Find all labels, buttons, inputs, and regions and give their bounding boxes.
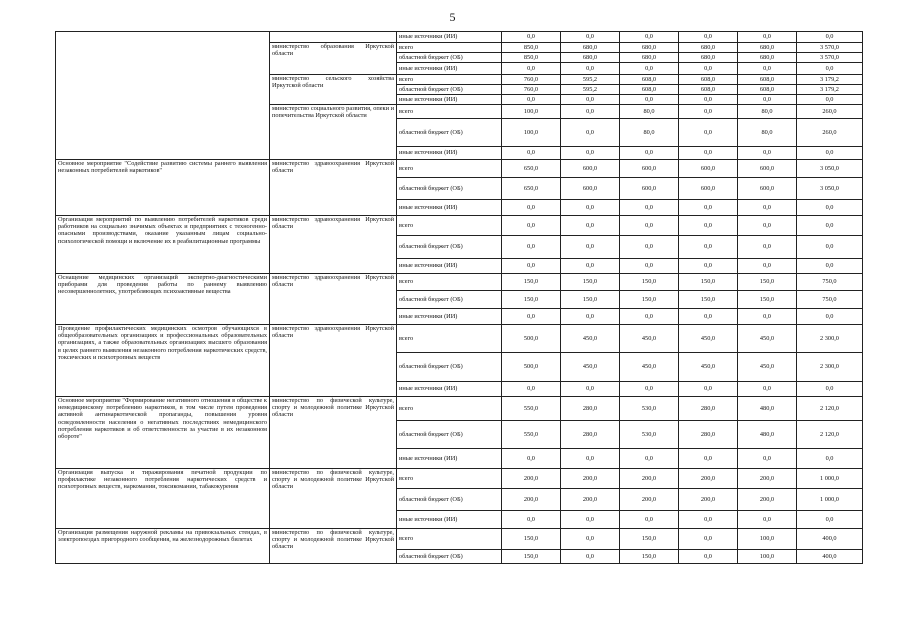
year-value-cell: 850,0 — [502, 43, 561, 53]
year-value-cell: 100,0 — [738, 550, 797, 564]
year-value-cell: 450,0 — [620, 353, 679, 382]
responsible-cell: министерство социального развития, опеки и попечительства Иркутской области — [270, 105, 397, 160]
year-value-cell: 608,0 — [620, 75, 679, 85]
total-value-cell: 0,0 — [797, 147, 863, 160]
responsible-cell: министерство здравоохранения Иркутской области — [270, 216, 397, 274]
year-value-cell: 0,0 — [679, 236, 738, 259]
event-cell: Основное мероприятие "Формирование негативного отношения в обществе к немедицинскому потреблению наркотиков, в том числе путем проведения активной антинаркотической пропаганды, повышения уровня осведомленности населения о негативных последствиях немедицинского потребления наркотиков и об ответственности за участие в их незаконном обороте" — [56, 397, 270, 469]
year-value-cell: 150,0 — [620, 529, 679, 550]
year-value-cell: 0,0 — [679, 511, 738, 529]
year-value-cell: 680,0 — [620, 43, 679, 53]
responsible-cell: министерство по физической культуре, спорту и молодежной политике Иркутской области — [270, 529, 397, 564]
year-value-cell: 680,0 — [561, 43, 620, 53]
funding-source-cell: всего — [397, 469, 502, 489]
year-value-cell: 0,0 — [679, 309, 738, 325]
year-value-cell: 150,0 — [502, 550, 561, 564]
year-value-cell: 450,0 — [679, 353, 738, 382]
total-value-cell: 260,0 — [797, 119, 863, 147]
year-value-cell: 550,0 — [502, 421, 561, 449]
year-value-cell: 450,0 — [561, 353, 620, 382]
year-value-cell: 0,0 — [738, 32, 797, 43]
funding-source-cell: иные источники (ИИ) — [397, 95, 502, 105]
funding-source-cell: иные источники (ИИ) — [397, 259, 502, 274]
funding-source-cell: иные источники (ИИ) — [397, 449, 502, 469]
year-value-cell: 280,0 — [679, 421, 738, 449]
year-value-cell: 0,0 — [679, 32, 738, 43]
funding-source-cell: всего — [397, 75, 502, 85]
responsible-cell: министерство здравоохранения Иркутской области — [270, 325, 397, 397]
total-value-cell: 400,0 — [797, 550, 863, 564]
year-value-cell: 150,0 — [561, 291, 620, 309]
year-value-cell: 0,0 — [502, 200, 561, 216]
year-value-cell: 0,0 — [679, 529, 738, 550]
funding-source-cell: областной бюджет (ОБ) — [397, 421, 502, 449]
total-value-cell: 0,0 — [797, 309, 863, 325]
year-value-cell: 680,0 — [738, 53, 797, 63]
year-value-cell: 0,0 — [738, 382, 797, 397]
year-value-cell: 0,0 — [561, 550, 620, 564]
year-value-cell: 0,0 — [620, 511, 679, 529]
year-value-cell: 595,2 — [561, 85, 620, 95]
total-value-cell: 0,0 — [797, 236, 863, 259]
total-value-cell: 2 120,0 — [797, 421, 863, 449]
year-value-cell: 200,0 — [620, 469, 679, 489]
year-value-cell: 608,0 — [679, 85, 738, 95]
year-value-cell: 280,0 — [561, 397, 620, 421]
funding-source-cell: всего — [397, 397, 502, 421]
funding-source-cell: областной бюджет (ОБ) — [397, 53, 502, 63]
event-cell — [56, 32, 270, 160]
year-value-cell: 480,0 — [738, 421, 797, 449]
year-value-cell: 0,0 — [561, 147, 620, 160]
year-value-cell: 0,0 — [561, 105, 620, 119]
year-value-cell: 600,0 — [620, 160, 679, 178]
total-value-cell: 0,0 — [797, 511, 863, 529]
responsible-cell: министерство сельского хозяйства Иркутской области — [270, 75, 397, 105]
total-value-cell: 0,0 — [797, 382, 863, 397]
year-value-cell: 150,0 — [679, 274, 738, 291]
year-value-cell: 0,0 — [738, 95, 797, 105]
table-row — [56, 469, 863, 489]
year-value-cell: 0,0 — [620, 216, 679, 236]
year-value-cell: 200,0 — [738, 489, 797, 511]
year-value-cell: 0,0 — [738, 449, 797, 469]
year-value-cell: 150,0 — [620, 550, 679, 564]
year-value-cell: 600,0 — [620, 178, 679, 200]
funding-source-cell: иные источники (ИИ) — [397, 309, 502, 325]
year-value-cell: 0,0 — [620, 309, 679, 325]
year-value-cell: 150,0 — [561, 274, 620, 291]
total-value-cell: 3 179,2 — [797, 85, 863, 95]
year-value-cell: 600,0 — [679, 178, 738, 200]
year-value-cell: 0,0 — [679, 105, 738, 119]
year-value-cell: 0,0 — [502, 511, 561, 529]
year-value-cell: 0,0 — [679, 63, 738, 75]
year-value-cell: 150,0 — [738, 274, 797, 291]
year-value-cell: 80,0 — [620, 105, 679, 119]
year-value-cell: 0,0 — [738, 216, 797, 236]
funding-source-cell: областной бюджет (ОБ) — [397, 236, 502, 259]
year-value-cell: 595,2 — [561, 75, 620, 85]
funding-source-cell: иные источники (ИИ) — [397, 200, 502, 216]
event-cell: Проведение профилактических медицинских осмотров обучающихся в общеобразовательных организациях и профессиональных образовательных организациях, а также образовательных организациях высшего образования в целях раннего выявления незаконного потребления наркотических средств, токсических и психотропных веществ — [56, 325, 270, 397]
year-value-cell: 600,0 — [738, 178, 797, 200]
year-value-cell: 0,0 — [561, 63, 620, 75]
year-value-cell: 600,0 — [561, 178, 620, 200]
year-value-cell: 760,0 — [502, 85, 561, 95]
year-value-cell: 680,0 — [561, 53, 620, 63]
year-value-cell: 0,0 — [679, 147, 738, 160]
responsible-cell: министерство здравоохранения Иркутской области — [270, 274, 397, 325]
table-row — [56, 397, 863, 421]
total-value-cell: 2 300,0 — [797, 325, 863, 353]
year-value-cell: 0,0 — [620, 200, 679, 216]
year-value-cell: 0,0 — [502, 236, 561, 259]
funding-source-cell: областной бюджет (ОБ) — [397, 489, 502, 511]
year-value-cell: 0,0 — [502, 95, 561, 105]
year-value-cell: 200,0 — [502, 489, 561, 511]
funding-source-cell: иные источники (ИИ) — [397, 147, 502, 160]
funding-source-cell: областной бюджет (ОБ) — [397, 550, 502, 564]
total-value-cell: 1 000,0 — [797, 489, 863, 511]
year-value-cell: 680,0 — [620, 53, 679, 63]
year-value-cell: 0,0 — [502, 63, 561, 75]
year-value-cell: 0,0 — [738, 63, 797, 75]
year-value-cell: 200,0 — [679, 469, 738, 489]
year-value-cell: 0,0 — [738, 147, 797, 160]
total-value-cell: 0,0 — [797, 216, 863, 236]
table-row — [56, 274, 863, 291]
year-value-cell: 0,0 — [561, 382, 620, 397]
year-value-cell: 0,0 — [502, 32, 561, 43]
year-value-cell: 150,0 — [502, 529, 561, 550]
year-value-cell: 450,0 — [679, 325, 738, 353]
year-value-cell: 450,0 — [738, 353, 797, 382]
year-value-cell: 680,0 — [738, 43, 797, 53]
funding-source-cell: всего — [397, 529, 502, 550]
year-value-cell: 600,0 — [679, 160, 738, 178]
responsible-cell: министерство по физической культуре, спорту и молодежной политике Иркутской области — [270, 397, 397, 469]
year-value-cell: 0,0 — [561, 32, 620, 43]
year-value-cell: 608,0 — [738, 85, 797, 95]
table-row — [56, 32, 863, 43]
year-value-cell: 0,0 — [620, 147, 679, 160]
year-value-cell: 680,0 — [679, 43, 738, 53]
table-row — [56, 216, 863, 236]
funding-source-cell: областной бюджет (ОБ) — [397, 353, 502, 382]
year-value-cell: 150,0 — [679, 291, 738, 309]
year-value-cell: 200,0 — [561, 489, 620, 511]
funding-source-cell: иные источники (ИИ) — [397, 32, 502, 43]
year-value-cell: 200,0 — [679, 489, 738, 511]
funding-source-cell: иные источники (ИИ) — [397, 63, 502, 75]
total-value-cell: 0,0 — [797, 63, 863, 75]
budget-table — [55, 31, 863, 564]
year-value-cell: 0,0 — [502, 259, 561, 274]
year-value-cell: 600,0 — [561, 160, 620, 178]
year-value-cell: 150,0 — [738, 291, 797, 309]
year-value-cell: 150,0 — [502, 291, 561, 309]
total-value-cell: 0,0 — [797, 449, 863, 469]
event-cell: Основное мероприятие "Содействие развитию системы раннего выявления незаконных потребителей наркотиков" — [56, 160, 270, 216]
year-value-cell: 0,0 — [679, 119, 738, 147]
year-value-cell: 0,0 — [679, 550, 738, 564]
year-value-cell: 450,0 — [738, 325, 797, 353]
year-value-cell: 500,0 — [502, 353, 561, 382]
total-value-cell: 750,0 — [797, 291, 863, 309]
year-value-cell: 0,0 — [561, 259, 620, 274]
year-value-cell: 0,0 — [561, 119, 620, 147]
year-value-cell: 80,0 — [620, 119, 679, 147]
year-value-cell: 450,0 — [561, 325, 620, 353]
year-value-cell: 0,0 — [738, 200, 797, 216]
total-value-cell: 3 050,0 — [797, 160, 863, 178]
year-value-cell: 150,0 — [502, 274, 561, 291]
total-value-cell: 2 300,0 — [797, 353, 863, 382]
year-value-cell: 200,0 — [738, 469, 797, 489]
year-value-cell: 0,0 — [561, 309, 620, 325]
year-value-cell: 760,0 — [502, 75, 561, 85]
year-value-cell: 0,0 — [738, 309, 797, 325]
year-value-cell: 608,0 — [620, 85, 679, 95]
year-value-cell: 0,0 — [679, 95, 738, 105]
year-value-cell: 80,0 — [738, 119, 797, 147]
responsible-cell: министерство здравоохранения Иркутской области — [270, 160, 397, 216]
year-value-cell: 0,0 — [502, 382, 561, 397]
year-value-cell: 280,0 — [561, 421, 620, 449]
table-row — [56, 160, 863, 178]
total-value-cell: 3 050,0 — [797, 178, 863, 200]
year-value-cell: 200,0 — [620, 489, 679, 511]
year-value-cell: 0,0 — [679, 449, 738, 469]
year-value-cell: 550,0 — [502, 397, 561, 421]
total-value-cell: 3 570,0 — [797, 53, 863, 63]
event-cell: Организация размещения наружной рекламы на привокзальных стендах, в электропоездах пригородного сообщения, на железнодорожных билетах — [56, 529, 270, 564]
year-value-cell: 608,0 — [738, 75, 797, 85]
year-value-cell: 0,0 — [620, 382, 679, 397]
year-value-cell: 280,0 — [679, 397, 738, 421]
year-value-cell: 200,0 — [502, 469, 561, 489]
year-value-cell: 80,0 — [738, 105, 797, 119]
year-value-cell: 0,0 — [620, 449, 679, 469]
total-value-cell: 1 000,0 — [797, 469, 863, 489]
total-value-cell: 0,0 — [797, 259, 863, 274]
table-row — [56, 325, 863, 353]
year-value-cell: 100,0 — [502, 119, 561, 147]
funding-source-cell: областной бюджет (ОБ) — [397, 85, 502, 95]
funding-source-cell: областной бюджет (ОБ) — [397, 291, 502, 309]
total-value-cell: 3 179,2 — [797, 75, 863, 85]
year-value-cell: 0,0 — [502, 147, 561, 160]
year-value-cell: 0,0 — [679, 200, 738, 216]
year-value-cell: 600,0 — [738, 160, 797, 178]
year-value-cell: 150,0 — [620, 291, 679, 309]
total-value-cell: 0,0 — [797, 32, 863, 43]
year-value-cell: 0,0 — [738, 511, 797, 529]
year-value-cell: 0,0 — [620, 259, 679, 274]
responsible-cell — [270, 32, 397, 43]
year-value-cell: 480,0 — [738, 397, 797, 421]
year-value-cell: 530,0 — [620, 397, 679, 421]
year-value-cell: 0,0 — [679, 382, 738, 397]
year-value-cell: 650,0 — [502, 160, 561, 178]
year-value-cell: 0,0 — [502, 449, 561, 469]
year-value-cell: 0,0 — [738, 236, 797, 259]
funding-source-cell: всего — [397, 274, 502, 291]
year-value-cell: 0,0 — [620, 32, 679, 43]
total-value-cell: 400,0 — [797, 529, 863, 550]
funding-source-cell: всего — [397, 216, 502, 236]
table-row — [56, 529, 863, 550]
funding-source-cell: областной бюджет (ОБ) — [397, 119, 502, 147]
total-value-cell: 0,0 — [797, 95, 863, 105]
year-value-cell: 0,0 — [561, 216, 620, 236]
year-value-cell: 0,0 — [561, 200, 620, 216]
year-value-cell: 100,0 — [738, 529, 797, 550]
year-value-cell: 0,0 — [620, 63, 679, 75]
year-value-cell: 0,0 — [679, 216, 738, 236]
responsible-cell: министерство образования Иркутской области — [270, 43, 397, 75]
year-value-cell: 0,0 — [561, 236, 620, 259]
total-value-cell: 750,0 — [797, 274, 863, 291]
year-value-cell: 0,0 — [561, 529, 620, 550]
event-cell: Организация мероприятий по выявлению потребителей наркотиков среди работников на социально значимых объектах и предприятиях с техногенно-опасными производствами, оказание указанным лицам социально-психологической помощи и включение их в реабилитационные программы — [56, 216, 270, 274]
year-value-cell: 650,0 — [502, 178, 561, 200]
event-cell: Оснащение медицинских организаций экспертно-диагностическими приборами для проведения работы по раннему выявлению несовершеннолетних, употребляющих психоактивные вещества — [56, 274, 270, 325]
total-value-cell: 2 120,0 — [797, 397, 863, 421]
event-cell: Организация выпуска и тиражирования печатной продукции по профилактике незаконного потребления наркотических средств и психотропных веществ, наркомании, токсикомании, табакокурения — [56, 469, 270, 529]
year-value-cell: 530,0 — [620, 421, 679, 449]
funding-source-cell: иные источники (ИИ) — [397, 511, 502, 529]
page-number: 5 — [449, 10, 456, 24]
year-value-cell: 0,0 — [679, 259, 738, 274]
funding-source-cell: областной бюджет (ОБ) — [397, 178, 502, 200]
funding-source-cell: всего — [397, 160, 502, 178]
total-value-cell: 0,0 — [797, 200, 863, 216]
year-value-cell: 500,0 — [502, 325, 561, 353]
responsible-cell: министерство по физической культуре, спорту и молодежной политике Иркутской области — [270, 469, 397, 529]
year-value-cell: 0,0 — [738, 259, 797, 274]
funding-source-cell: всего — [397, 105, 502, 119]
year-value-cell: 0,0 — [620, 95, 679, 105]
year-value-cell: 150,0 — [620, 274, 679, 291]
year-value-cell: 608,0 — [679, 75, 738, 85]
year-value-cell: 850,0 — [502, 53, 561, 63]
year-value-cell: 200,0 — [561, 469, 620, 489]
funding-source-cell: иные источники (ИИ) — [397, 382, 502, 397]
year-value-cell: 0,0 — [561, 95, 620, 105]
funding-source-cell: всего — [397, 325, 502, 353]
total-value-cell: 260,0 — [797, 105, 863, 119]
year-value-cell: 0,0 — [561, 511, 620, 529]
year-value-cell: 450,0 — [620, 325, 679, 353]
funding-source-cell: всего — [397, 43, 502, 53]
year-value-cell: 0,0 — [561, 449, 620, 469]
year-value-cell: 0,0 — [502, 216, 561, 236]
year-value-cell: 100,0 — [502, 105, 561, 119]
year-value-cell: 0,0 — [502, 309, 561, 325]
year-value-cell: 0,0 — [620, 236, 679, 259]
total-value-cell: 3 570,0 — [797, 43, 863, 53]
year-value-cell: 680,0 — [679, 53, 738, 63]
